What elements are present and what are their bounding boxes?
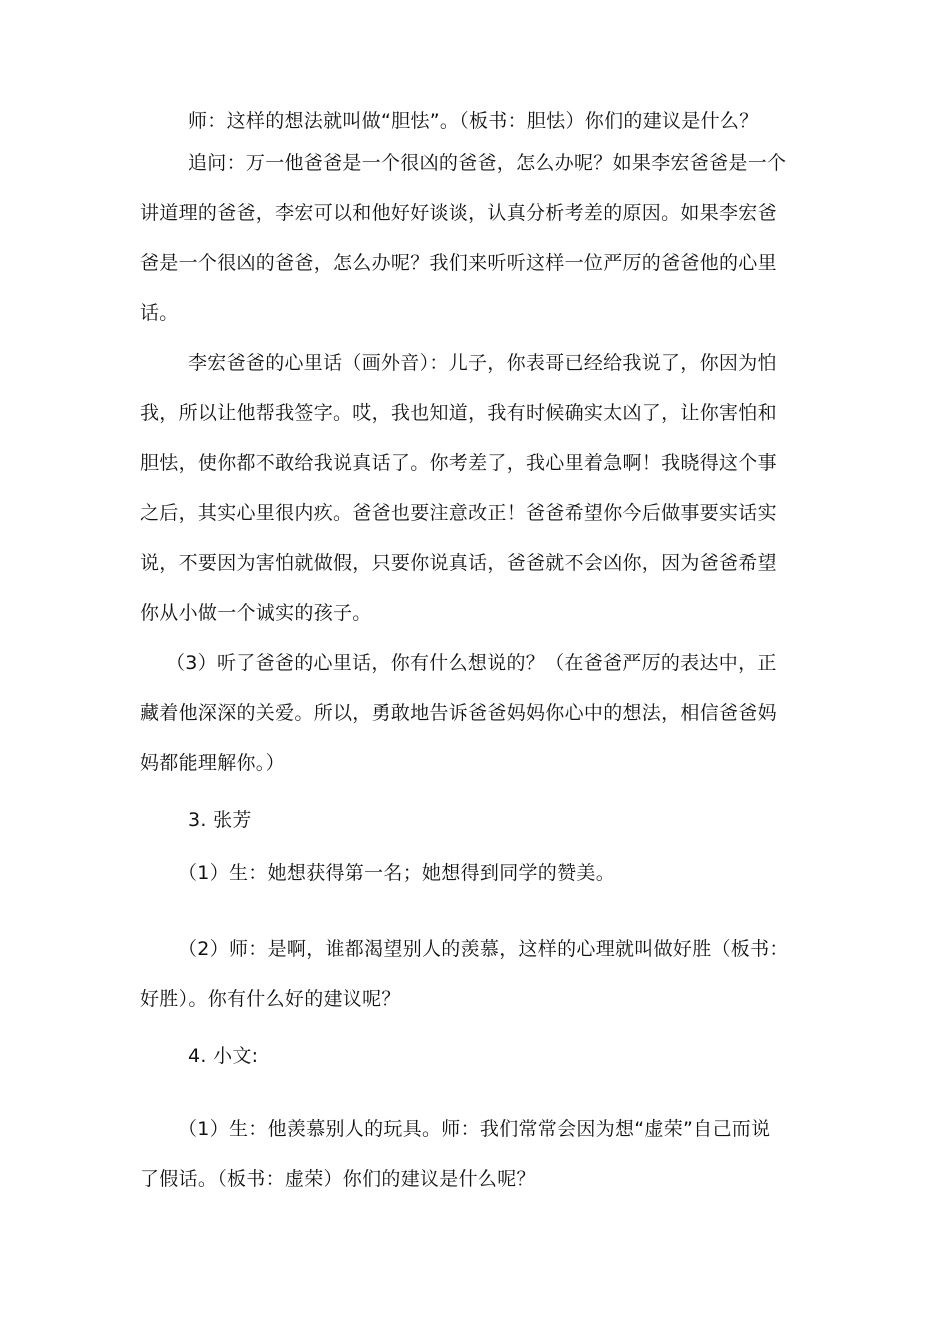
paragraph-line: 说，不要因为害怕就做假，只要你说真话，爸爸就不会凶你，因为爸爸希望 xyxy=(140,552,777,574)
paragraph-line: （3）听了爸爸的心里话，你有什么想说的？（在爸爸严厉的表达中，正 xyxy=(166,652,777,674)
paragraph-line: 妈都能理解你。） xyxy=(140,752,285,774)
paragraph-line: （1）生：她想获得第一名；她想得到同学的赞美。 xyxy=(178,862,615,884)
section-heading: 4. 小文: xyxy=(188,1045,259,1067)
paragraph-line: （2）师：是啊，谁都渴望别人的羡慕，这样的心理就叫做好胜（板书： xyxy=(178,938,789,960)
paragraph-line: 胆怯，使你都不敢给我说真话了。你考差了，我心里着急啊！我晓得这个事 xyxy=(140,452,777,474)
paragraph-line: 我，所以让他帮我签字。哎，我也知道，我有时候确实太凶了，让你害怕和 xyxy=(140,402,777,424)
paragraph-line: 之后，其实心里很内疚。爸爸也要注意改正！爸爸希望你今后做事要实话实 xyxy=(140,502,777,524)
paragraph-line: 爸是一个很凶的爸爸，怎么办呢？我们来听听这样一位严厉的爸爸他的心里 xyxy=(140,252,777,274)
paragraph-line: 讲道理的爸爸，李宏可以和他好好谈谈，认真分析考差的原因。如果李宏爸 xyxy=(140,202,777,224)
paragraph-line: 好胜）。你有什么好的建议呢？ xyxy=(140,988,401,1010)
paragraph-line: 话。 xyxy=(140,302,179,324)
paragraph-line: 你从小做一个诚实的孩子。 xyxy=(140,602,372,624)
paragraph-line: 师：这样的想法就叫做“胆怯”。（板书：胆怯）你们的建议是什么？ xyxy=(188,110,759,132)
paragraph-line: （1）生：他羡慕别人的玩具。师：我们常常会因为想“虚荣”自己而说 xyxy=(178,1118,771,1140)
paragraph-line: 藏着他深深的关爱。所以，勇敢地告诉爸爸妈妈你心中的想法，相信爸爸妈 xyxy=(140,702,777,724)
section-heading: 3. 张芳 xyxy=(188,809,252,831)
paragraph-line: 追问：万一他爸爸是一个很凶的爸爸，怎么办呢？如果李宏爸爸是一个 xyxy=(188,152,787,174)
paragraph-line: 了假话。（板书：虚荣）你们的建议是什么呢？ xyxy=(140,1168,536,1190)
paragraph-line: 李宏爸爸的心里话（画外音）：儿子，你表哥已经给我说了，你因为怕 xyxy=(188,352,777,374)
